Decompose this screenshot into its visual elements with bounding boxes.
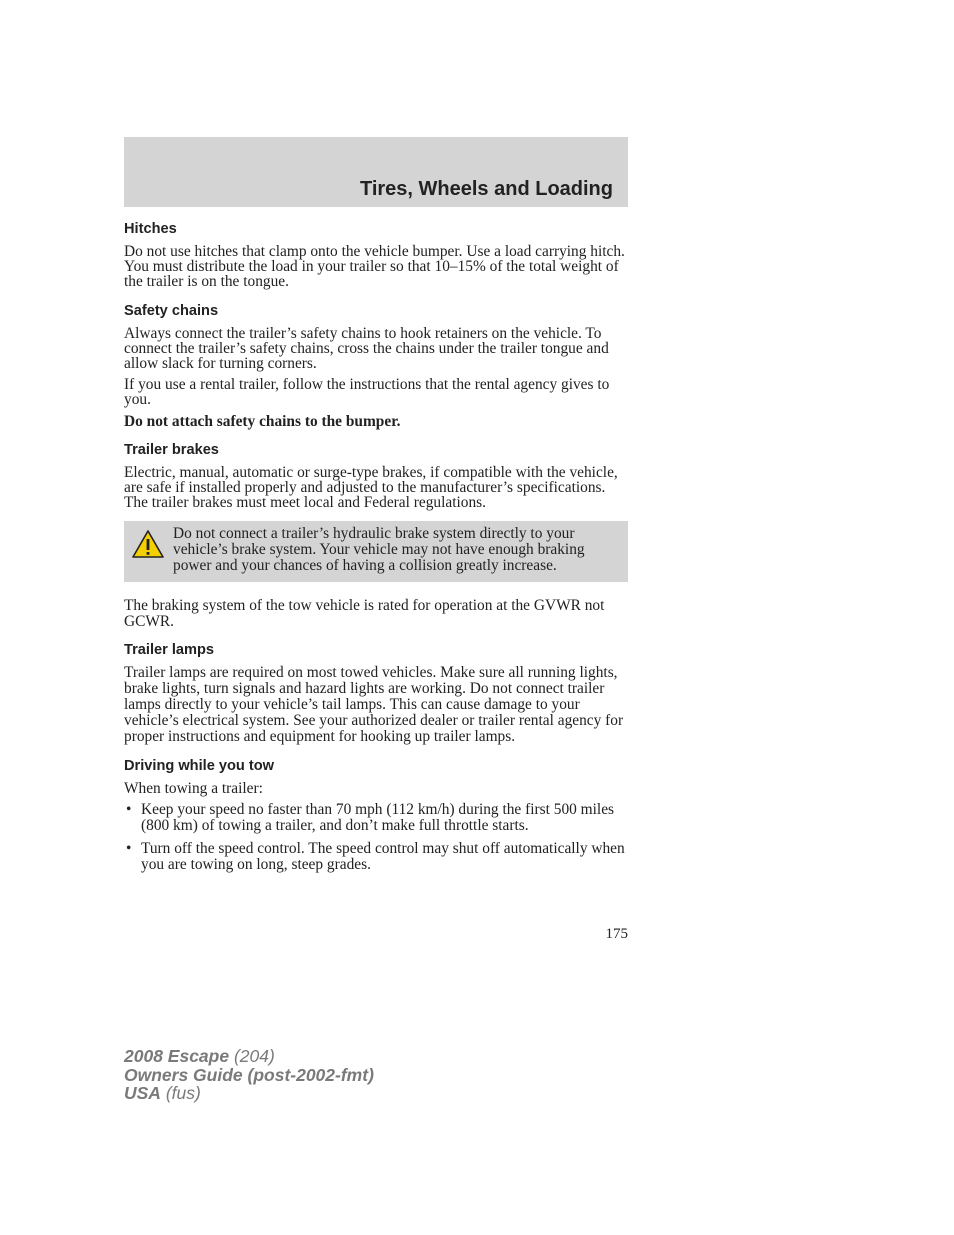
hitches-paragraph: Do not use hitches that clamp onto the vehicle bumper. Use a load carrying hitch. You must distribute the load in your trailer so that 10–15% of the total weight of the trailer is on the tongue. <box>124 243 625 291</box>
warning-box <box>124 521 628 582</box>
footer-market: USA <box>124 1083 161 1103</box>
page-number: 175 <box>605 926 628 942</box>
footer-model-code: (204) <box>229 1046 275 1066</box>
document-footer <box>124 1047 374 1103</box>
trailer-brakes-heading: Trailer brakes <box>124 441 219 458</box>
page-content <box>124 220 628 880</box>
safety-chains-heading: Safety chains <box>124 302 219 319</box>
safety-chains-paragraph-1: Always connect the trailer’s safety chains to hook retainers on the vehicle. To connect the trailer’s safety chains, cross the chains under the trailer tongue and allow slack for turning corners. <box>124 324 609 373</box>
trailer-lamps-section <box>124 641 628 745</box>
footer-line-1 <box>124 1047 374 1066</box>
footer-market-code: (fus) <box>160 1083 201 1103</box>
footer-line-2 <box>124 1066 374 1085</box>
footer-line-3 <box>124 1084 374 1103</box>
section-header-bar <box>124 137 628 207</box>
trailer-brakes-section <box>124 441 628 629</box>
footer-model: 2008 Escape <box>124 1046 230 1066</box>
driving-section <box>124 757 628 874</box>
trailer-brakes-paragraph-1: Electric, manual, automatic or surge-type brakes, if compatible with the vehicle, are safe if installed properly and adjusted to the manufacturer’s specifications. The trailer brakes must meet local and Federal regulations. <box>124 463 618 512</box>
trailer-brakes-paragraph-2: The braking system of the tow vehicle is rated for operation at the GVWR not GCWR. <box>124 597 605 630</box>
bullet-text: Keep your speed no faster than 70 mph (112 km/h) during the first 500 miles (800 km) of towing a trailer, and don’t make full throttle starts. <box>141 801 615 835</box>
safety-chains-paragraph-2: If you use a rental trailer, follow the instructions that the rental agency gives to you. <box>124 376 610 409</box>
trailer-lamps-heading: Trailer lamps <box>124 641 215 658</box>
bullet-marker: • <box>126 801 132 819</box>
warning-triangle-icon <box>131 529 165 559</box>
trailer-lamps-paragraph: Trailer lamps are required on most towed vehicles. Make sure all running lights, brake lights, turn signals and hazard lights are working. Do not connect trailer lamps directly to your vehicle’s tail lamps. This can cause damage to your vehicle’s electrical system. See your authorized dealer or trailer rental agency for proper instructions and equipment for hooking up trailer lamps. <box>124 663 624 745</box>
hitches-section <box>124 220 628 290</box>
warning-text: Do not connect a trailer’s hydraulic brake system directly to your vehicle’s brake system. Your vehicle may not have enough braking power and your chances of having a collision greatly increase. <box>173 525 585 575</box>
section-title: Tires, Wheels and Loading <box>359 178 613 200</box>
bullet-text: Turn off the speed control. The speed control may shut off automatically when you are towing on long, steep grades. <box>141 839 625 874</box>
list-item <box>124 841 628 874</box>
bullet-marker: • <box>126 839 132 857</box>
footer-guide: Owners Guide (post-2002-fmt) <box>124 1064 374 1085</box>
safety-chains-bold-note: Do not attach safety chains to the bumper. <box>124 412 401 430</box>
safety-chains-section <box>124 302 628 429</box>
driving-heading: Driving while you tow <box>124 757 274 774</box>
list-item <box>124 802 628 835</box>
driving-intro: When towing a trailer: <box>124 779 263 797</box>
hitches-heading: Hitches <box>124 221 177 237</box>
driving-bullet-list <box>124 802 628 874</box>
